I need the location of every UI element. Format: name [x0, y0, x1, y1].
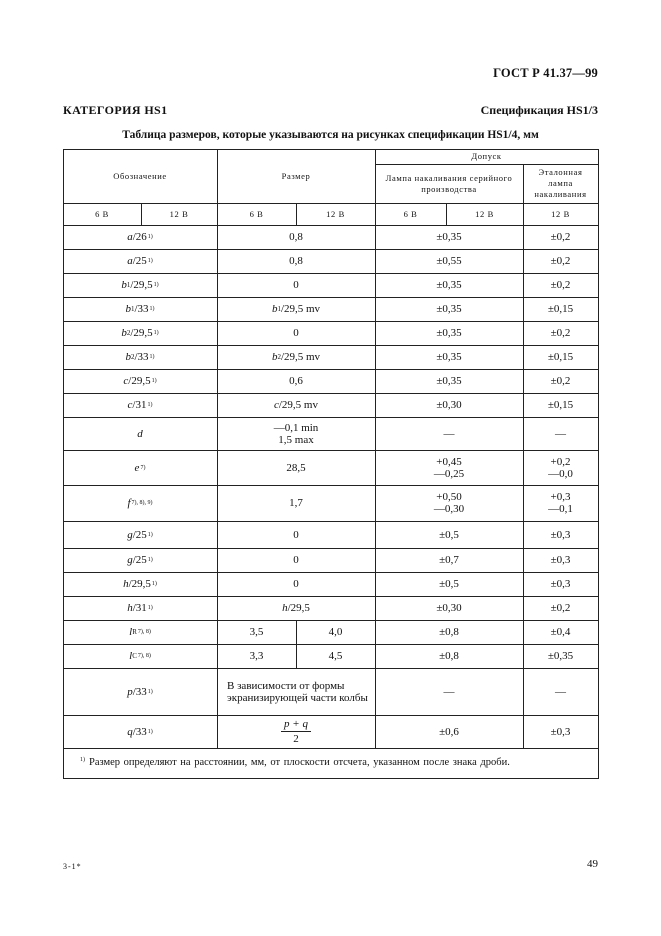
designation-symbol: a [127, 231, 133, 243]
serial-tolerance-cell [375, 249, 523, 273]
designation-cell [63, 485, 217, 521]
designation-cell [63, 297, 217, 321]
designation-subscript: C [132, 652, 137, 660]
serial-tolerance-cell [375, 345, 523, 369]
header-voltage-0 [63, 203, 141, 225]
tolerance-value: ±0,3 [550, 528, 571, 541]
designation-cell [63, 225, 217, 249]
designation-symbol: g [127, 528, 133, 541]
designation-subscript: 1 [130, 305, 135, 313]
size-cell [217, 572, 375, 596]
reference-tolerance-cell [523, 393, 598, 417]
size-cell [217, 450, 375, 485]
tolerance-lower: —0,1 [548, 503, 573, 515]
size-cell [217, 668, 375, 715]
serial-tolerance-cell [375, 596, 523, 620]
header-tolerance [375, 149, 598, 164]
size-value: 3,5 [249, 626, 264, 638]
designation-cell [63, 715, 217, 748]
size-cell [217, 249, 375, 273]
serial-tolerance-cell [375, 620, 523, 644]
designation-cell [63, 521, 217, 548]
reference-tolerance-cell [523, 321, 598, 345]
tolerance-value: ±0,2 [550, 375, 571, 387]
designation-suffix: /31 [132, 399, 147, 411]
designation-symbol: c [127, 399, 133, 411]
header-tolerance-label: Допуск [471, 151, 502, 161]
size-value: 0,8 [289, 255, 303, 267]
page-number: 49 [587, 858, 598, 870]
tolerance-value: ±0,6 [439, 725, 459, 738]
designation-symbol: f [127, 497, 131, 509]
reference-tolerance-cell [523, 596, 598, 620]
footnote-ref: 1) [147, 605, 153, 611]
tolerance-value: ±0,2 [550, 255, 571, 267]
tolerance-value: ±0,35 [436, 231, 462, 243]
tolerance-value: ±0,7 [439, 554, 459, 566]
designation-cell [63, 572, 217, 596]
table-caption: Таблица размеров, которые указываются на рисунках спецификации HS1/4, мм [122, 129, 539, 141]
footnote-ref: 1) [147, 531, 153, 538]
size-cell [217, 596, 375, 620]
tolerance-value: ±0,15 [547, 351, 574, 363]
serial-tolerance-cell [375, 644, 523, 668]
tolerance-value: — [443, 427, 455, 440]
designation-suffix: /25 [132, 255, 147, 267]
footnote-ref: 7), 8) [137, 653, 151, 659]
fraction-denominator: 2 [293, 733, 299, 745]
table-rule [63, 748, 599, 749]
tolerance-value: ±0,35 [436, 375, 462, 387]
tolerance-value: ±0,30 [436, 399, 462, 411]
serial-tolerance-cell [375, 572, 523, 596]
size-symbol: h [282, 602, 288, 614]
designation-subscript: 2 [130, 353, 135, 361]
designation-symbol: p [127, 685, 133, 698]
designation-suffix: /33 [132, 725, 147, 738]
tolerance-value: ±0,15 [547, 303, 574, 315]
header-reference-lamp [527, 164, 594, 203]
designation-suffix: /29,5 [128, 375, 151, 387]
designation-symbol: d [137, 427, 143, 440]
designation-symbol: h [127, 602, 133, 614]
size-value: 0,6 [289, 375, 303, 387]
tolerance-upper: +0,3 [550, 491, 571, 503]
footnote-ref: 1) [151, 581, 157, 587]
designation-cell [63, 321, 217, 345]
serial-tolerance-cell [375, 548, 523, 572]
designation-cell [63, 369, 217, 393]
reference-tolerance-cell [523, 668, 598, 715]
reference-tolerance-cell [523, 369, 598, 393]
table-rule [598, 149, 599, 779]
designation-symbol: l [129, 626, 133, 638]
size-cell [217, 715, 375, 748]
footnote-ref: 1) [151, 378, 157, 384]
header-size [217, 149, 375, 203]
size-subscript: 2 [277, 353, 281, 361]
size-rest: /29,5 mv [280, 303, 321, 315]
footnote-text: Размер определяют на расстоянии, мм, от плоскости отсчета, указанном после знака дроби. [89, 757, 510, 768]
footnote-ref: 1) [149, 354, 155, 360]
header-voltage-5 [446, 203, 523, 225]
designation-symbol: q [127, 725, 133, 738]
tolerance-value: ±0,3 [550, 554, 571, 566]
reference-tolerance-cell [523, 715, 598, 748]
designation-suffix: /31 [132, 602, 147, 614]
reference-tolerance-cell [523, 273, 598, 297]
header-serial-lamp-label: Лампа накаливания серийного производства [385, 172, 513, 194]
voltage-label: 12 В [326, 208, 345, 219]
tolerance-value: ±0,35 [436, 327, 462, 339]
tolerance-value: ±0,8 [439, 626, 459, 638]
tolerance-value: ±0,2 [550, 327, 571, 339]
header-voltage-6 [523, 203, 598, 225]
tolerance-value: — [555, 685, 566, 698]
size-value: 0,8 [289, 231, 303, 243]
designation-subscript: R [132, 628, 137, 636]
tolerance-value: ±0,35 [436, 279, 462, 291]
size-value: 0 [293, 528, 299, 541]
footnote-ref: 7) [140, 464, 146, 471]
tolerance-value: ±0,4 [550, 626, 571, 638]
designation-cell [63, 620, 217, 644]
footnote-mark: 1) [80, 757, 85, 763]
size-value: 1,7 [289, 497, 303, 509]
designation-suffix: /29,5 [130, 327, 153, 339]
footnote-ref: 1) [153, 330, 159, 336]
tolerance-lower: —0,0 [548, 467, 573, 480]
tolerance-value: ±0,2 [550, 602, 571, 614]
reference-tolerance-cell [523, 572, 598, 596]
specification-title: Спецификация HS1/3 [480, 103, 598, 117]
designation-cell [63, 417, 217, 450]
reference-tolerance-cell [523, 417, 598, 450]
size-rest: /29,5 [287, 602, 310, 614]
serial-tolerance-cell [375, 225, 523, 249]
designation-symbol: l [129, 650, 133, 662]
footnote-ref: 1) [153, 282, 159, 288]
tolerance-value: ±0,2 [550, 279, 571, 291]
standard-number: ГОСТ Р 41.37—99 [493, 66, 598, 80]
size-value: 0 [293, 554, 299, 566]
designation-symbol: b [125, 351, 131, 363]
size-value: 0 [293, 578, 299, 590]
size-value-line: 1,5 max [278, 433, 314, 446]
serial-tolerance-cell [375, 668, 523, 715]
tolerance-value: ±0,30 [436, 602, 462, 614]
tolerance-value: ±0,35 [436, 303, 462, 315]
serial-tolerance-cell [375, 393, 523, 417]
tolerance-value: ±0,15 [547, 399, 574, 411]
reference-tolerance-cell [523, 521, 598, 548]
designation-cell [63, 644, 217, 668]
designation-cell [63, 393, 217, 417]
designation-cell [63, 249, 217, 273]
size-rest: /29,5 mv [280, 351, 321, 363]
size-cell [217, 417, 375, 450]
footnote-ref: 1) [147, 402, 153, 408]
category-title: КАТЕГОРИЯ HS1 [63, 103, 168, 117]
size-rest: /29,5 mv [278, 399, 318, 411]
tolerance-lower: —0,30 [433, 503, 465, 515]
designation-cell [63, 450, 217, 485]
header-voltage-3 [296, 203, 375, 225]
designation-cell [63, 668, 217, 715]
tolerance-value: ±0,3 [550, 725, 571, 738]
footnote-ref: 1) [147, 557, 153, 563]
serial-tolerance-cell [375, 297, 523, 321]
footer-mark: 3-1* [63, 862, 82, 871]
header-serial-lamp [379, 164, 519, 203]
voltage-label: 12 В [475, 208, 494, 219]
designation-symbol: a [127, 255, 133, 267]
serial-tolerance-cell [375, 369, 523, 393]
tolerance-value: ±0,3 [550, 578, 571, 590]
reference-tolerance-cell [523, 644, 598, 668]
reference-tolerance-cell [523, 225, 598, 249]
designation-suffix: /25 [132, 554, 147, 566]
designation-suffix: /29,5 [128, 578, 151, 590]
designation-symbol: g [127, 554, 133, 566]
tolerance-value: — [443, 685, 455, 698]
tolerance-lower: —0,25 [433, 467, 465, 480]
size-cell [217, 521, 375, 548]
size-cell [217, 345, 375, 369]
footnote-ref: 7), 8) [137, 629, 151, 635]
size-value: 4,5 [328, 650, 343, 662]
serial-tolerance-cell [375, 273, 523, 297]
size-symbol: b [271, 303, 278, 315]
designation-subscript: 1 [126, 281, 131, 289]
reference-tolerance-cell [523, 548, 598, 572]
tolerance-value: ±0,2 [550, 231, 571, 243]
designation-suffix: /33 [134, 351, 149, 363]
designation-symbol: h [123, 578, 129, 590]
reference-tolerance-cell [523, 485, 598, 521]
voltage-label: 12 В [551, 208, 570, 219]
voltage-label: 6 В [95, 208, 109, 219]
reference-tolerance-cell [523, 620, 598, 644]
size-cell [217, 321, 375, 345]
size-12v-cell [296, 620, 375, 644]
fraction-numerator: p + q [281, 718, 311, 732]
size-12v-cell [296, 644, 375, 668]
voltage-label: 6 В [249, 208, 264, 219]
designation-symbol: e [134, 461, 140, 474]
size-symbol: c [273, 399, 279, 411]
tolerance-upper: +0,45 [436, 455, 462, 468]
header-reference-lamp-label: Эталонная лампа накаливания [534, 167, 587, 199]
serial-tolerance-cell [375, 321, 523, 345]
size-symbol: b [271, 351, 278, 363]
reference-tolerance-cell [523, 450, 598, 485]
table-footnote [80, 757, 510, 768]
designation-subscript: 2 [126, 329, 131, 337]
tolerance-value: ±0,5 [439, 578, 459, 590]
footnote-ref: 1) [147, 258, 153, 264]
size-cell [217, 225, 375, 249]
size-cell [217, 548, 375, 572]
serial-tolerance-cell [375, 485, 523, 521]
size-cell [217, 273, 375, 297]
designation-symbol: b [121, 327, 127, 339]
voltage-label: 12 В [169, 208, 189, 219]
reference-tolerance-cell [523, 297, 598, 321]
serial-tolerance-cell [375, 417, 523, 450]
designation-symbol: b [121, 279, 127, 291]
tolerance-value: ±0,35 [436, 351, 462, 363]
size-6v-cell [217, 644, 296, 668]
size-value: 28,5 [286, 461, 306, 474]
header-size-label: Размер [281, 170, 311, 181]
header-designation-label: Обозначение [113, 170, 167, 181]
size-cell [217, 297, 375, 321]
header-voltage-1 [141, 203, 217, 225]
tolerance-value: ±0,5 [439, 528, 459, 541]
designation-cell [63, 548, 217, 572]
footnote-ref: 1) [149, 306, 155, 312]
designation-symbol: c [123, 375, 129, 387]
size-cell [217, 393, 375, 417]
size-value: 4,0 [328, 626, 343, 638]
size-fraction [281, 718, 311, 745]
designation-suffix: /29,5 [130, 279, 153, 291]
tolerance-value: ±0,8 [439, 650, 459, 662]
reference-tolerance-cell [523, 249, 598, 273]
size-6v-cell [217, 620, 296, 644]
size-value-line: —0,1 min [273, 421, 319, 434]
header-voltage-2 [217, 203, 296, 225]
designation-suffix: /33 [132, 685, 147, 698]
footnote-ref: 1) [147, 728, 153, 735]
size-value: 0 [293, 327, 299, 339]
size-value: 3,3 [249, 650, 264, 662]
tolerance-value: ±0,55 [436, 255, 462, 267]
footnote-ref: 1) [147, 234, 153, 240]
header-designation [63, 149, 217, 203]
tolerance-value: — [555, 427, 566, 440]
size-cell [217, 369, 375, 393]
tolerance-upper: +0,2 [550, 455, 571, 468]
footnote-ref: 7), 8), 9) [131, 500, 153, 506]
designation-cell [63, 273, 217, 297]
voltage-label: 6 В [403, 208, 418, 219]
serial-tolerance-cell [375, 715, 523, 748]
designation-suffix: /25 [132, 528, 147, 541]
size-subscript: 1 [277, 305, 281, 313]
size-value: 0 [293, 279, 299, 291]
designation-cell [63, 345, 217, 369]
header-voltage-4 [375, 203, 446, 225]
designation-suffix: /33 [134, 303, 149, 315]
designation-symbol: b [125, 303, 131, 315]
footnote-ref: 1) [147, 688, 153, 695]
reference-tolerance-cell [523, 345, 598, 369]
tolerance-upper: +0,50 [436, 491, 462, 503]
size-text: В зависимости от формы экранизирующей части колбы [227, 679, 368, 704]
tolerance-value: ±0,35 [547, 650, 574, 662]
designation-suffix: /26 [132, 231, 147, 243]
serial-tolerance-cell [375, 521, 523, 548]
size-cell [217, 485, 375, 521]
designation-cell [63, 596, 217, 620]
table-rule [63, 778, 599, 779]
serial-tolerance-cell [375, 450, 523, 485]
